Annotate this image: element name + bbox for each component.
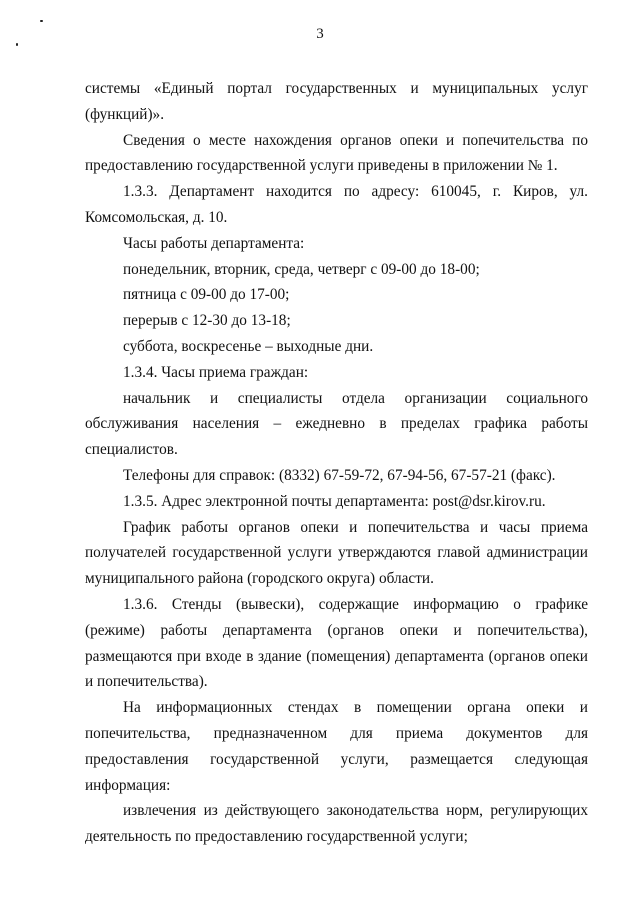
paragraph: пятница с 09-00 до 17-00; bbox=[123, 286, 290, 304]
paragraph: извлечения из действующего законодательства норм, регулирующих деятельность по предоставлению государственной услуги; bbox=[85, 802, 588, 846]
paragraph: Сведения о месте нахождения органов опеки и попечительства по предоставлению государственной услуги приведены в приложении № 1. bbox=[85, 131, 588, 175]
paragraph: 1.3.5. Адрес электронной почты департамента: post@dsr.kirov.ru. bbox=[123, 492, 546, 510]
paragraph: понедельник, вторник, среда, четверг с 09-00 до 18-00; bbox=[123, 260, 480, 278]
paragraph: суббота, воскресенье – выходные дни. bbox=[123, 337, 374, 355]
paragraph: начальник и специалисты отдела организации социального обслуживания населения – ежедневно в пределах графика работы специалистов. bbox=[85, 389, 588, 459]
page-number: 3 bbox=[316, 26, 324, 42]
paragraph: 1.3.3. Департамент находится по адресу: 610045, г. Киров, ул. Комсомольская, д. 10. bbox=[85, 183, 588, 226]
paragraph: системы «Единый портал государственных и муниципальных услуг (функций)». bbox=[85, 80, 588, 123]
paragraph: 1.3.6. Стенды (вывески), содержащие информацию о графике (режиме) работы департамента (органов опеки и попечительства), размещаются при входе в здание (помещения) департамента (органов опеки и попечительства). bbox=[85, 595, 588, 691]
paragraph: перерыв с 12-30 до 13-18; bbox=[123, 312, 291, 330]
paragraph: График работы органов опеки и попечительства и часы приема получателей государственной услуги утверждаются главой администрации муниципального района (городского округа) области. bbox=[85, 518, 588, 588]
paragraph: Телефоны для справок: (8332) 67-59-72, 67-94-56, 67-57-21 (факс). bbox=[123, 466, 556, 484]
document-body bbox=[85, 76, 588, 850]
paragraph: 1.3.4. Часы приема граждан: bbox=[123, 363, 309, 381]
scan-artifact-dot bbox=[40, 20, 43, 22]
paragraph: Часы работы департамента: bbox=[123, 234, 305, 252]
scan-artifact-dot bbox=[16, 43, 18, 46]
paragraph: На информационных стендах в помещении органа опеки и попечительства, предназначенном для приема документов для предоставления государственной услуги, размещается следующая информация: bbox=[85, 699, 588, 794]
